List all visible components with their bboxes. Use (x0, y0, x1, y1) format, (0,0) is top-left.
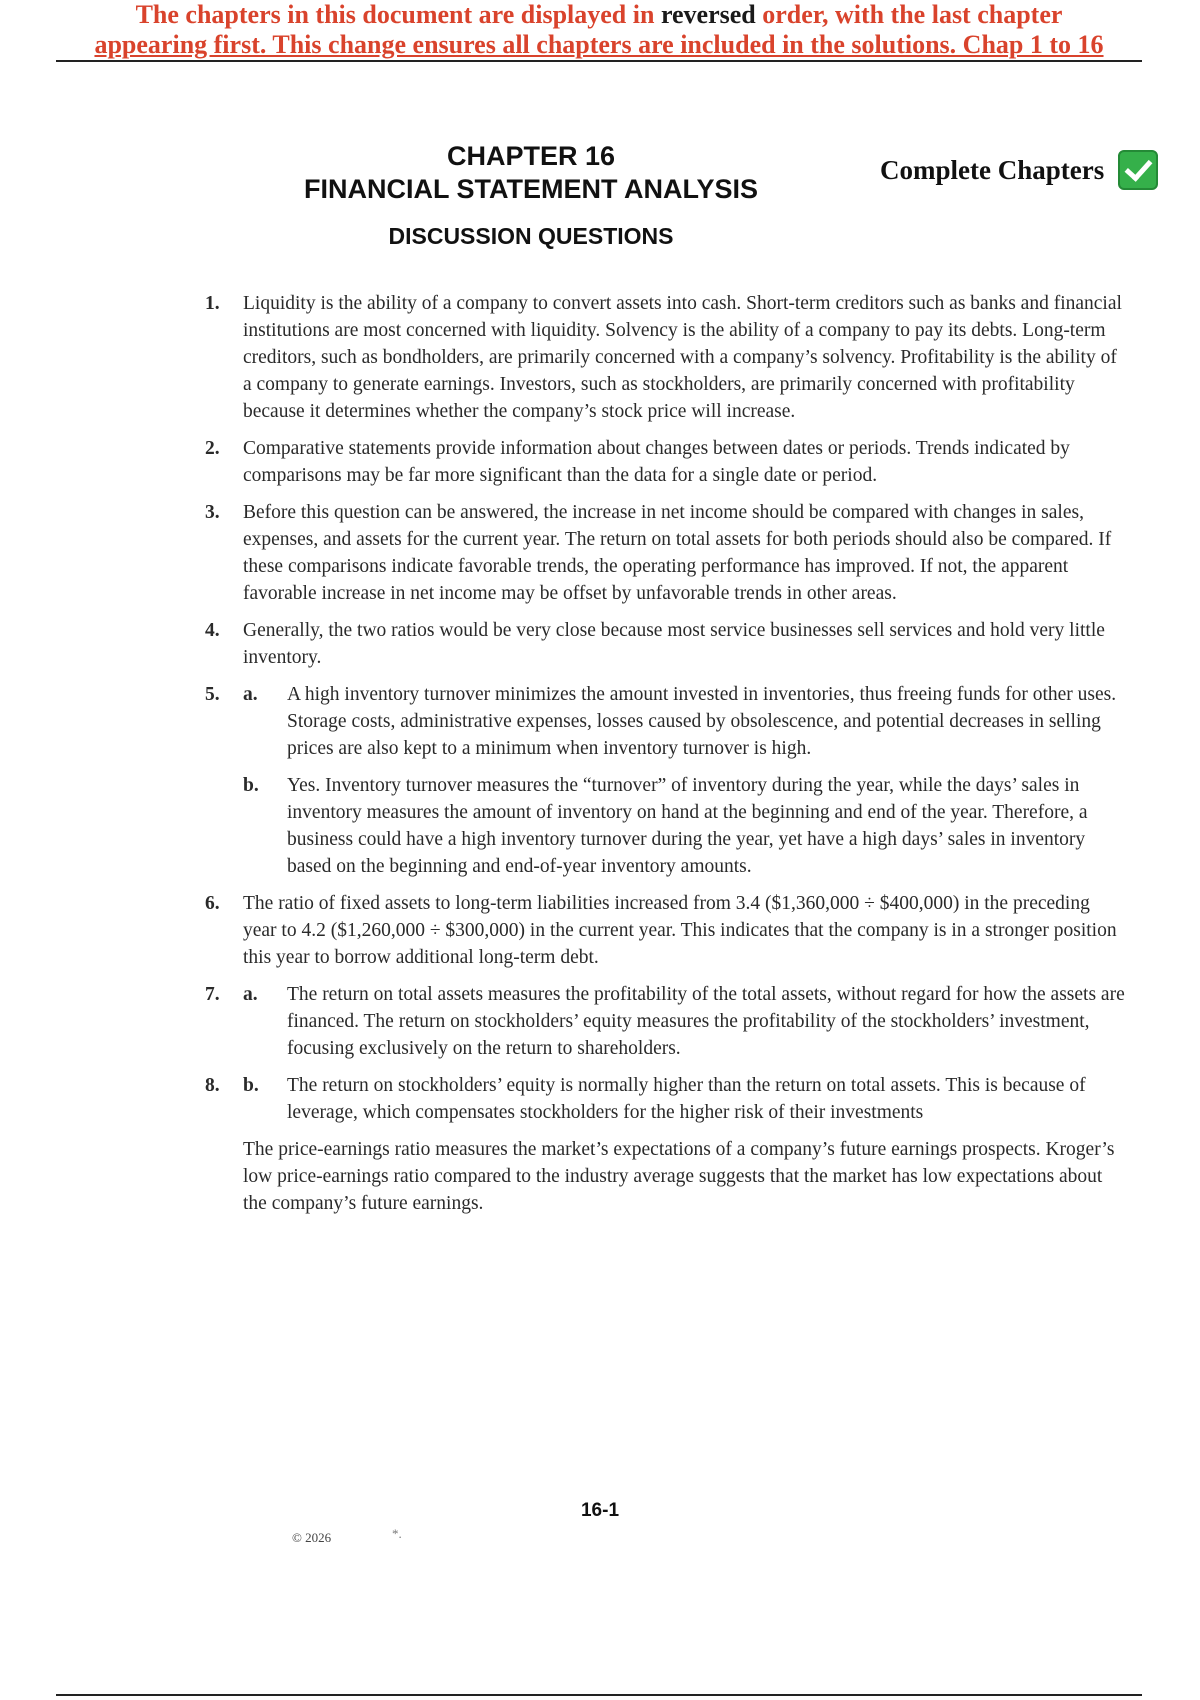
question-answer: Comparative statements provide information about changes between dates or periods. Trends indicated by comparisons may be far more significant than the data for a single date or period. (243, 438, 1070, 486)
check-mark-icon (1118, 150, 1158, 190)
chapter-number: CHAPTER 16 (446, 141, 616, 171)
sub-answer (243, 681, 1125, 762)
footer-divider (56, 1694, 1142, 1696)
sub-answer-letter: b. (243, 775, 259, 796)
question-number: 1. (205, 293, 220, 314)
sub-answer (243, 981, 1125, 1062)
question-item (205, 681, 1125, 880)
question-item (205, 1072, 1125, 1126)
chapter-heading (240, 140, 822, 250)
notice-banner (56, 0, 1142, 62)
sub-answer-text: A high inventory turnover minimizes the amount invested in inventories, thus freeing funds for other uses. Storage costs, administrative expenses, losses caused by obsolescence, and potential decreases in selling prices are also kept to a minimum when inventory turnover is high. (287, 684, 1117, 759)
question-answer: The ratio of fixed assets to long-term liabilities increased from 3.4 ($1,360,000 ÷ $400,000) in the preceding year to 4.2 ($1,260,000 ÷ $300,000) in the current year. This indicates that the company is in a stronger position this year to borrow additional long-term debt. (243, 893, 1117, 968)
question-number: 8. (205, 1075, 220, 1096)
question-item (205, 435, 1125, 489)
question-answer (243, 1072, 1125, 1126)
question-item (205, 290, 1125, 425)
question-item (205, 981, 1125, 1062)
question-number: 6. (205, 893, 220, 914)
question-answer (243, 981, 1125, 1062)
complete-chapters-badge (880, 150, 1158, 190)
question-item (205, 890, 1125, 971)
copyright-notice: © 2026 (292, 1530, 332, 1545)
question-number: 4. (205, 620, 220, 641)
sub-answer-letter: a. (243, 984, 258, 1005)
section-title: DISCUSSION QUESTIONS (388, 223, 674, 249)
question-list (205, 290, 1125, 1217)
question-item (205, 617, 1125, 671)
sub-answer-text: The return on total assets measures the profitability of the total assets, without regard for how the assets are financed. The return on stockholders’ equity measures the profitability of the stockholders’ investment, focusing exclusively on the return to shareholders. (287, 984, 1125, 1059)
sub-answer-text: Yes. Inventory turnover measures the “turnover” of inventory during the year, while the days’ sales in inventory measures the amount of inventory on hand at the beginning and end of the year. Therefore, a business could have a high inventory turnover during the year, yet have a high days’ sales in inventory based on the beginning and end-of-year inventory amounts. (287, 775, 1088, 877)
question-answer: Liquidity is the ability of a company to convert assets into cash. Short-term creditors such as banks and financial institutions are most concerned with liquidity. Solvency is the ability of a company to pay its debts. Long-term creditors, such as bondholders, are primarily concerned with a company’s solvency. Profitability is the ability of a company to generate earnings. Investors, such as stockholders, are primarily concerned with profitability because it determines whether the company’s stock price will increase. (243, 293, 1122, 422)
sub-answer-text: The return on stockholders’ equity is normally higher than the return on total assets. This is because of leverage, which compensates stockholders for the higher risk of their investments (287, 1075, 1086, 1123)
question-item (205, 499, 1125, 607)
closing-paragraph: The price-earnings ratio measures the market’s expectations of a company’s future earnings prospects. Kroger’s low price-earnings ratio compared to the industry average suggests that the market has low expectations about the company’s future earnings. (243, 1139, 1115, 1214)
question-answer: Before this question can be answered, the increase in net income should be compared with changes in sales, expenses, and assets for the current year. The return on total assets for both periods should also be compared. If these comparisons indicate favorable trends, the operating performance has improved. If not, the apparent favorable increase in net income may be offset by unfavorable trends in other areas. (243, 502, 1112, 604)
banner-text-emphasis: reversed (660, 0, 756, 29)
banner-text-part3: order, with the last chapter (755, 0, 1063, 29)
question-answer: Generally, the two ratios would be very close because most service businesses sell services and hold very little inventory. (243, 620, 1105, 668)
sub-answer (243, 1072, 1125, 1126)
question-number: 7. (205, 984, 220, 1005)
page-number: 16-1 (580, 1500, 620, 1521)
banner-text-line2: appearing first. This change ensures all chapters are included in the solutions. Chap 1 to 16 (94, 30, 1104, 59)
banner-text-part1: The chapters in this document are displayed in (135, 0, 661, 29)
question-number: 3. (205, 502, 220, 523)
question-number: 5. (205, 684, 220, 705)
complete-chapters-label: Complete Chapters (880, 154, 1105, 185)
footer-mark: *. (392, 1526, 402, 1541)
question-answer (243, 681, 1125, 880)
sub-answer-letter: b. (243, 1075, 259, 1096)
sub-answer (243, 772, 1125, 880)
chapter-title: FINANCIAL STATEMENT ANALYSIS (303, 174, 759, 204)
question-number: 2. (205, 438, 220, 459)
sub-answer-letter: a. (243, 684, 258, 705)
